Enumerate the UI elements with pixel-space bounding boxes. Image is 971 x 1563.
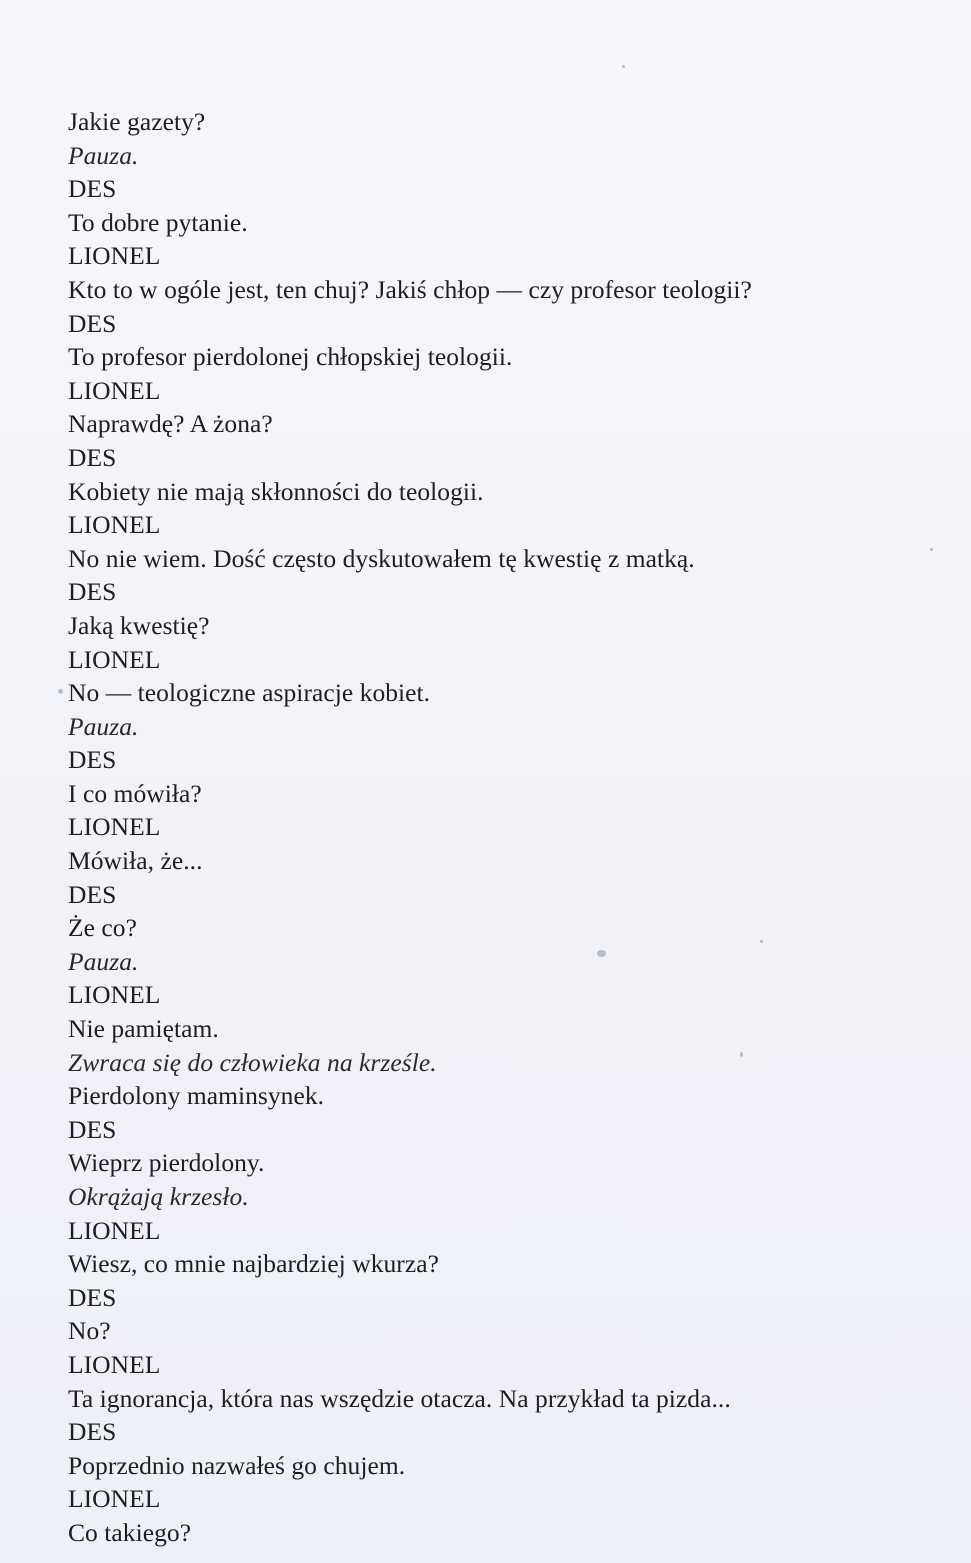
speaker-name: LIONEL bbox=[68, 644, 161, 674]
script-text bbox=[68, 105, 948, 1550]
dialogue-line: No? bbox=[68, 1316, 111, 1346]
dialogue-line: Pierdolony maminsynek. bbox=[68, 1081, 325, 1111]
scan-speck bbox=[58, 689, 63, 694]
stage-direction: Pauza. bbox=[68, 711, 139, 741]
dialogue-line: Kobiety nie mają skłonności do teologii. bbox=[68, 476, 484, 506]
stage-direction: Pauza. bbox=[68, 946, 139, 976]
speaker-name: LIONEL bbox=[68, 241, 161, 271]
speaker-name: DES bbox=[68, 1417, 117, 1447]
speaker-name: LIONEL bbox=[68, 375, 161, 405]
speaker-name: LIONEL bbox=[68, 1349, 161, 1379]
dialogue-line: Jaką kwestię? bbox=[68, 610, 210, 640]
dialogue-line: Wieprz pierdolony. bbox=[68, 1148, 265, 1178]
speaker-name: DES bbox=[68, 879, 117, 909]
speaker-name: DES bbox=[68, 442, 117, 472]
dialogue-line: Poprzednio nazwałeś go chujem. bbox=[68, 1450, 406, 1480]
speaker-name: DES bbox=[68, 308, 117, 338]
speaker-name: LIONEL bbox=[68, 510, 161, 540]
dialogue-line: To profesor pierdolonej chłopskiej teologii. bbox=[68, 342, 513, 372]
dialogue-line: Wiesz, co mnie najbardziej wkurza? bbox=[68, 1249, 439, 1279]
stage-direction: Zwraca się do człowieka na krześle. bbox=[68, 1047, 437, 1077]
dialogue-line: To dobre pytanie. bbox=[68, 207, 248, 237]
speaker-name: LIONEL bbox=[68, 1215, 161, 1245]
scan-speck bbox=[622, 65, 625, 68]
dialogue-line: Kto to w ogóle jest, ten chuj? Jakiś chłop — czy profesor teologii? bbox=[68, 274, 752, 304]
speaker-name: LIONEL bbox=[68, 980, 161, 1010]
speaker-name: DES bbox=[68, 745, 117, 775]
speaker-name: DES bbox=[68, 1114, 117, 1144]
dialogue-line: Naprawdę? A żona? bbox=[68, 409, 273, 439]
stage-direction: Okrążają krzesło. bbox=[68, 1182, 249, 1211]
speaker-name: LIONEL bbox=[68, 1484, 161, 1514]
dialogue-line: Ta ignorancja, która nas wszędzie otacza. Na przykład ta pizda... bbox=[68, 1383, 731, 1413]
speaker-name: DES bbox=[68, 174, 117, 204]
dialogue-line: No — teologiczne aspiracje kobiet. bbox=[68, 678, 431, 708]
speaker-name: LIONEL bbox=[68, 812, 161, 842]
dialogue-line: No nie wiem. Dość często dyskutowałem tę kwestię z matką. bbox=[68, 543, 695, 573]
dialogue-line: Nie pamiętam. bbox=[68, 1014, 219, 1044]
stage-direction: Pauza. bbox=[68, 140, 139, 170]
dialogue-line: Mówiła, że... bbox=[68, 846, 203, 876]
dialogue-line: I co mówiła? bbox=[68, 778, 202, 808]
speaker-name: DES bbox=[68, 577, 117, 607]
dialogue-line: Że co? bbox=[68, 913, 137, 943]
dialogue-line: Co takiego? bbox=[68, 1517, 192, 1547]
speaker-name: DES bbox=[68, 1282, 117, 1312]
dialogue-line: Jakie gazety? bbox=[68, 107, 206, 136]
